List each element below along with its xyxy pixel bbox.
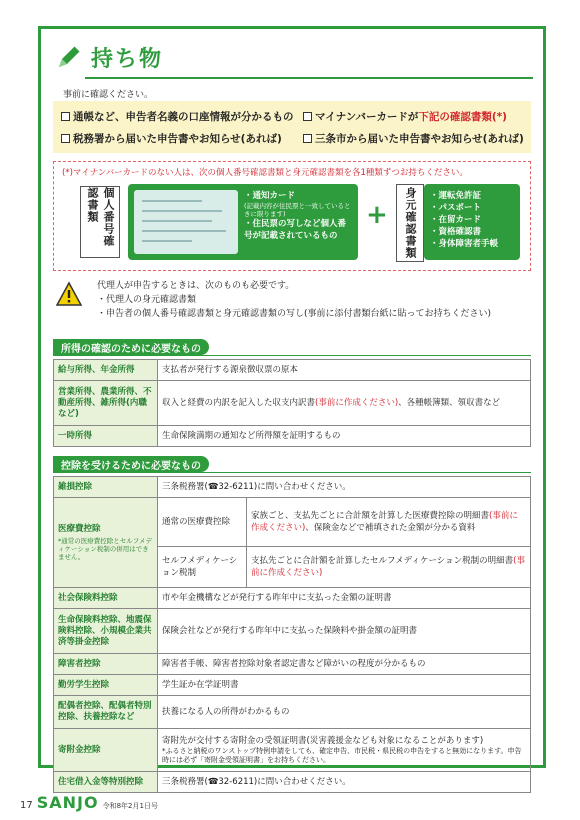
agent-note (97, 279, 491, 321)
table-row (54, 477, 531, 498)
doc-item: ・身体障害者手帳 (430, 239, 499, 249)
checklist-item[interactable] (61, 109, 294, 124)
row-label: 生命保険料控除、地震保険料控除、小規模企業共済等掛金控除 (54, 609, 158, 654)
medical-label: 医療費控除 (58, 524, 101, 534)
row-content: 障害者手帳、障害者控除対象者認定書など障がいの程度が分かるもの (158, 654, 531, 675)
deduction-table (53, 476, 531, 793)
page-footer (20, 793, 158, 812)
table-row (54, 772, 531, 793)
medical-self-label: セルフメディケーション税制 (158, 547, 247, 588)
row-content: 支払者が発行する源泉徴収票の原本 (158, 360, 531, 381)
checklist-item[interactable] (303, 131, 524, 146)
checklist-text: マイナンバーカードが (315, 111, 419, 123)
content-frame (38, 26, 546, 787)
notification-card-image (134, 190, 238, 254)
title-row (53, 37, 163, 77)
income-section-heading: 所得の確認のために必要なもの (53, 339, 209, 355)
table-row (54, 729, 531, 772)
row-content: 生命保険満期の通知など所得額を証明するもの (158, 426, 531, 447)
agent-note-line: ・代理人の身元確認書類 (97, 295, 197, 305)
id-number-doc-list (244, 190, 354, 242)
identity-docs-panel (424, 184, 520, 260)
row-content (158, 729, 531, 772)
row-label: 障害者控除 (54, 654, 158, 675)
income-table (53, 359, 531, 447)
row-content-text: 家族ごと、支払先ごとに合計額を計算した医療費控除の明細書 (251, 511, 490, 521)
checkbox-icon[interactable] (61, 134, 70, 143)
identity-doc-label: 身元確認書類 (396, 184, 424, 262)
deduction-section-heading: 控除を受けるために必要なもの (53, 456, 209, 472)
issue-date: 令和8年2月1日号 (102, 802, 158, 810)
checklist-red-text: 下記の確認書類(*) (418, 111, 507, 123)
checklist-text: 三条市から届いた申告書やお知らせ(あれば) (315, 133, 524, 145)
doc-item: ・通知カード (244, 191, 296, 201)
pre-note: 事前に確認ください。 (63, 90, 154, 100)
doc-item-note: (記載内容が住民票と一致しているときに限ります) (244, 202, 351, 218)
doc-item: ・在留カード (430, 215, 482, 225)
donation-note: *ふるさと納税のワンストップ特例申請をしても、確定申告、市民税・県民税の申告をすると無効になります。申告時には必ず「寄附金受領証明書」をお持ちください。 (162, 747, 522, 764)
table-row (54, 588, 531, 609)
id-number-docs-panel (128, 184, 358, 260)
table-row (54, 696, 531, 729)
table-row (54, 426, 531, 447)
table-row (54, 609, 531, 654)
doc-item: ・パスポート (430, 203, 482, 213)
section-divider (53, 472, 531, 473)
page-title: 持ち物 (91, 46, 164, 72)
row-content: 扶養になる人の所得がわかるもの (158, 696, 531, 729)
checkbox-icon[interactable] (61, 112, 70, 121)
doc-item: ・住民票の写しなど個人番号が記載されているもの (244, 219, 347, 241)
row-content-text: 支払先ごとに合計額を計算したセルフメディケーション税制の明細書 (251, 556, 514, 566)
identity-doc-list (430, 190, 498, 250)
table-row (54, 360, 531, 381)
row-label: 雑損控除 (54, 477, 158, 498)
row-label: 一時所得 (54, 426, 158, 447)
checklist-item[interactable] (303, 109, 507, 124)
checklist-text: 通帳など、申告者名義の口座情報が分かるもの (73, 111, 294, 123)
checkbox-icon[interactable] (303, 112, 312, 121)
mynumber-alternative-box (53, 161, 531, 271)
row-label: 配偶者控除、配偶者特別控除、扶養控除など (54, 696, 158, 729)
row-content: 市や年金機構などが発行する昨年中に支払った金額の証明書 (158, 588, 531, 609)
row-content-tail: 、各種帳簿類、領収書など (398, 398, 501, 408)
row-content-text: 収入と経費の内訳を記入した収支内訳書 (162, 398, 316, 408)
row-content (247, 547, 531, 588)
row-label (54, 498, 158, 588)
medical-normal-label: 通常の医療費控除 (158, 498, 247, 547)
row-label: 社会保険料控除 (54, 588, 158, 609)
row-content (158, 381, 531, 426)
row-content: 保険会社などが発行する昨年中に支払った保険料や掛金額の証明書 (158, 609, 531, 654)
mynumber-note: (*)マイナンバーカードのない人は、次の個人番号確認書類と身元確認書類を各1種類ずつお持ちください。 (62, 168, 468, 178)
pencil-icon (53, 41, 85, 73)
row-content-red: (事前に作成ください) (251, 556, 525, 578)
id-number-doc-label: 個人番号確認書類 (80, 186, 120, 258)
checklist-text: 税務署から届いた申告書やお知らせ(あれば) (73, 133, 282, 145)
row-content: 三条税務署(☎32-6211)に問い合わせください。 (158, 772, 531, 793)
row-content-tail: 、保険金などで補填された金額が分かる資料 (305, 523, 476, 533)
doc-item: ・運転免許証 (430, 191, 482, 201)
page-number: 17 (20, 800, 33, 811)
row-label: 営業所得、農業所得、不動産所得、雑所得(内職など) (54, 381, 158, 426)
medical-note: *通常の医療費控除とセルフメディケーション税制の併用はできません。 (58, 537, 152, 561)
title-underline (85, 77, 533, 79)
row-label: 寄附金控除 (54, 729, 158, 772)
table-row (54, 381, 531, 426)
row-label: 給与所得、年金所得 (54, 360, 158, 381)
section-divider (53, 355, 531, 356)
doc-item: ・資格確認書 (430, 227, 482, 237)
row-content-red: (事前に作成ください) (251, 511, 518, 533)
row-content-text: 寄附先が交付する寄附金の受領証明書(災害義援金なども対象になることがあります) (162, 736, 484, 746)
row-content-red: (事前に作成ください) (315, 398, 399, 408)
table-row (54, 498, 531, 547)
checklist-panel (53, 101, 531, 153)
agent-note-line: 代理人が申告するときは、次のものも必要です。 (97, 281, 295, 291)
warning-icon (55, 281, 83, 307)
row-label: 勤労学生控除 (54, 675, 158, 696)
row-content: 三条税務署(☎32-6211)に問い合わせください。 (158, 477, 531, 498)
brand-logo: SANJO (36, 793, 99, 812)
checklist-item[interactable] (61, 131, 282, 146)
table-row (54, 675, 531, 696)
checkbox-icon[interactable] (303, 134, 312, 143)
agent-note-line: ・申告者の個人番号確認書類と身元確認書類の写し(事前に添付書類台紙に貼ってお持ちください) (97, 309, 492, 319)
row-content: 学生証か在学証明書 (158, 675, 531, 696)
plus-icon: + (366, 200, 388, 230)
row-label: 住宅借入金等特別控除 (54, 772, 158, 793)
row-content (247, 498, 531, 547)
table-row (54, 654, 531, 675)
